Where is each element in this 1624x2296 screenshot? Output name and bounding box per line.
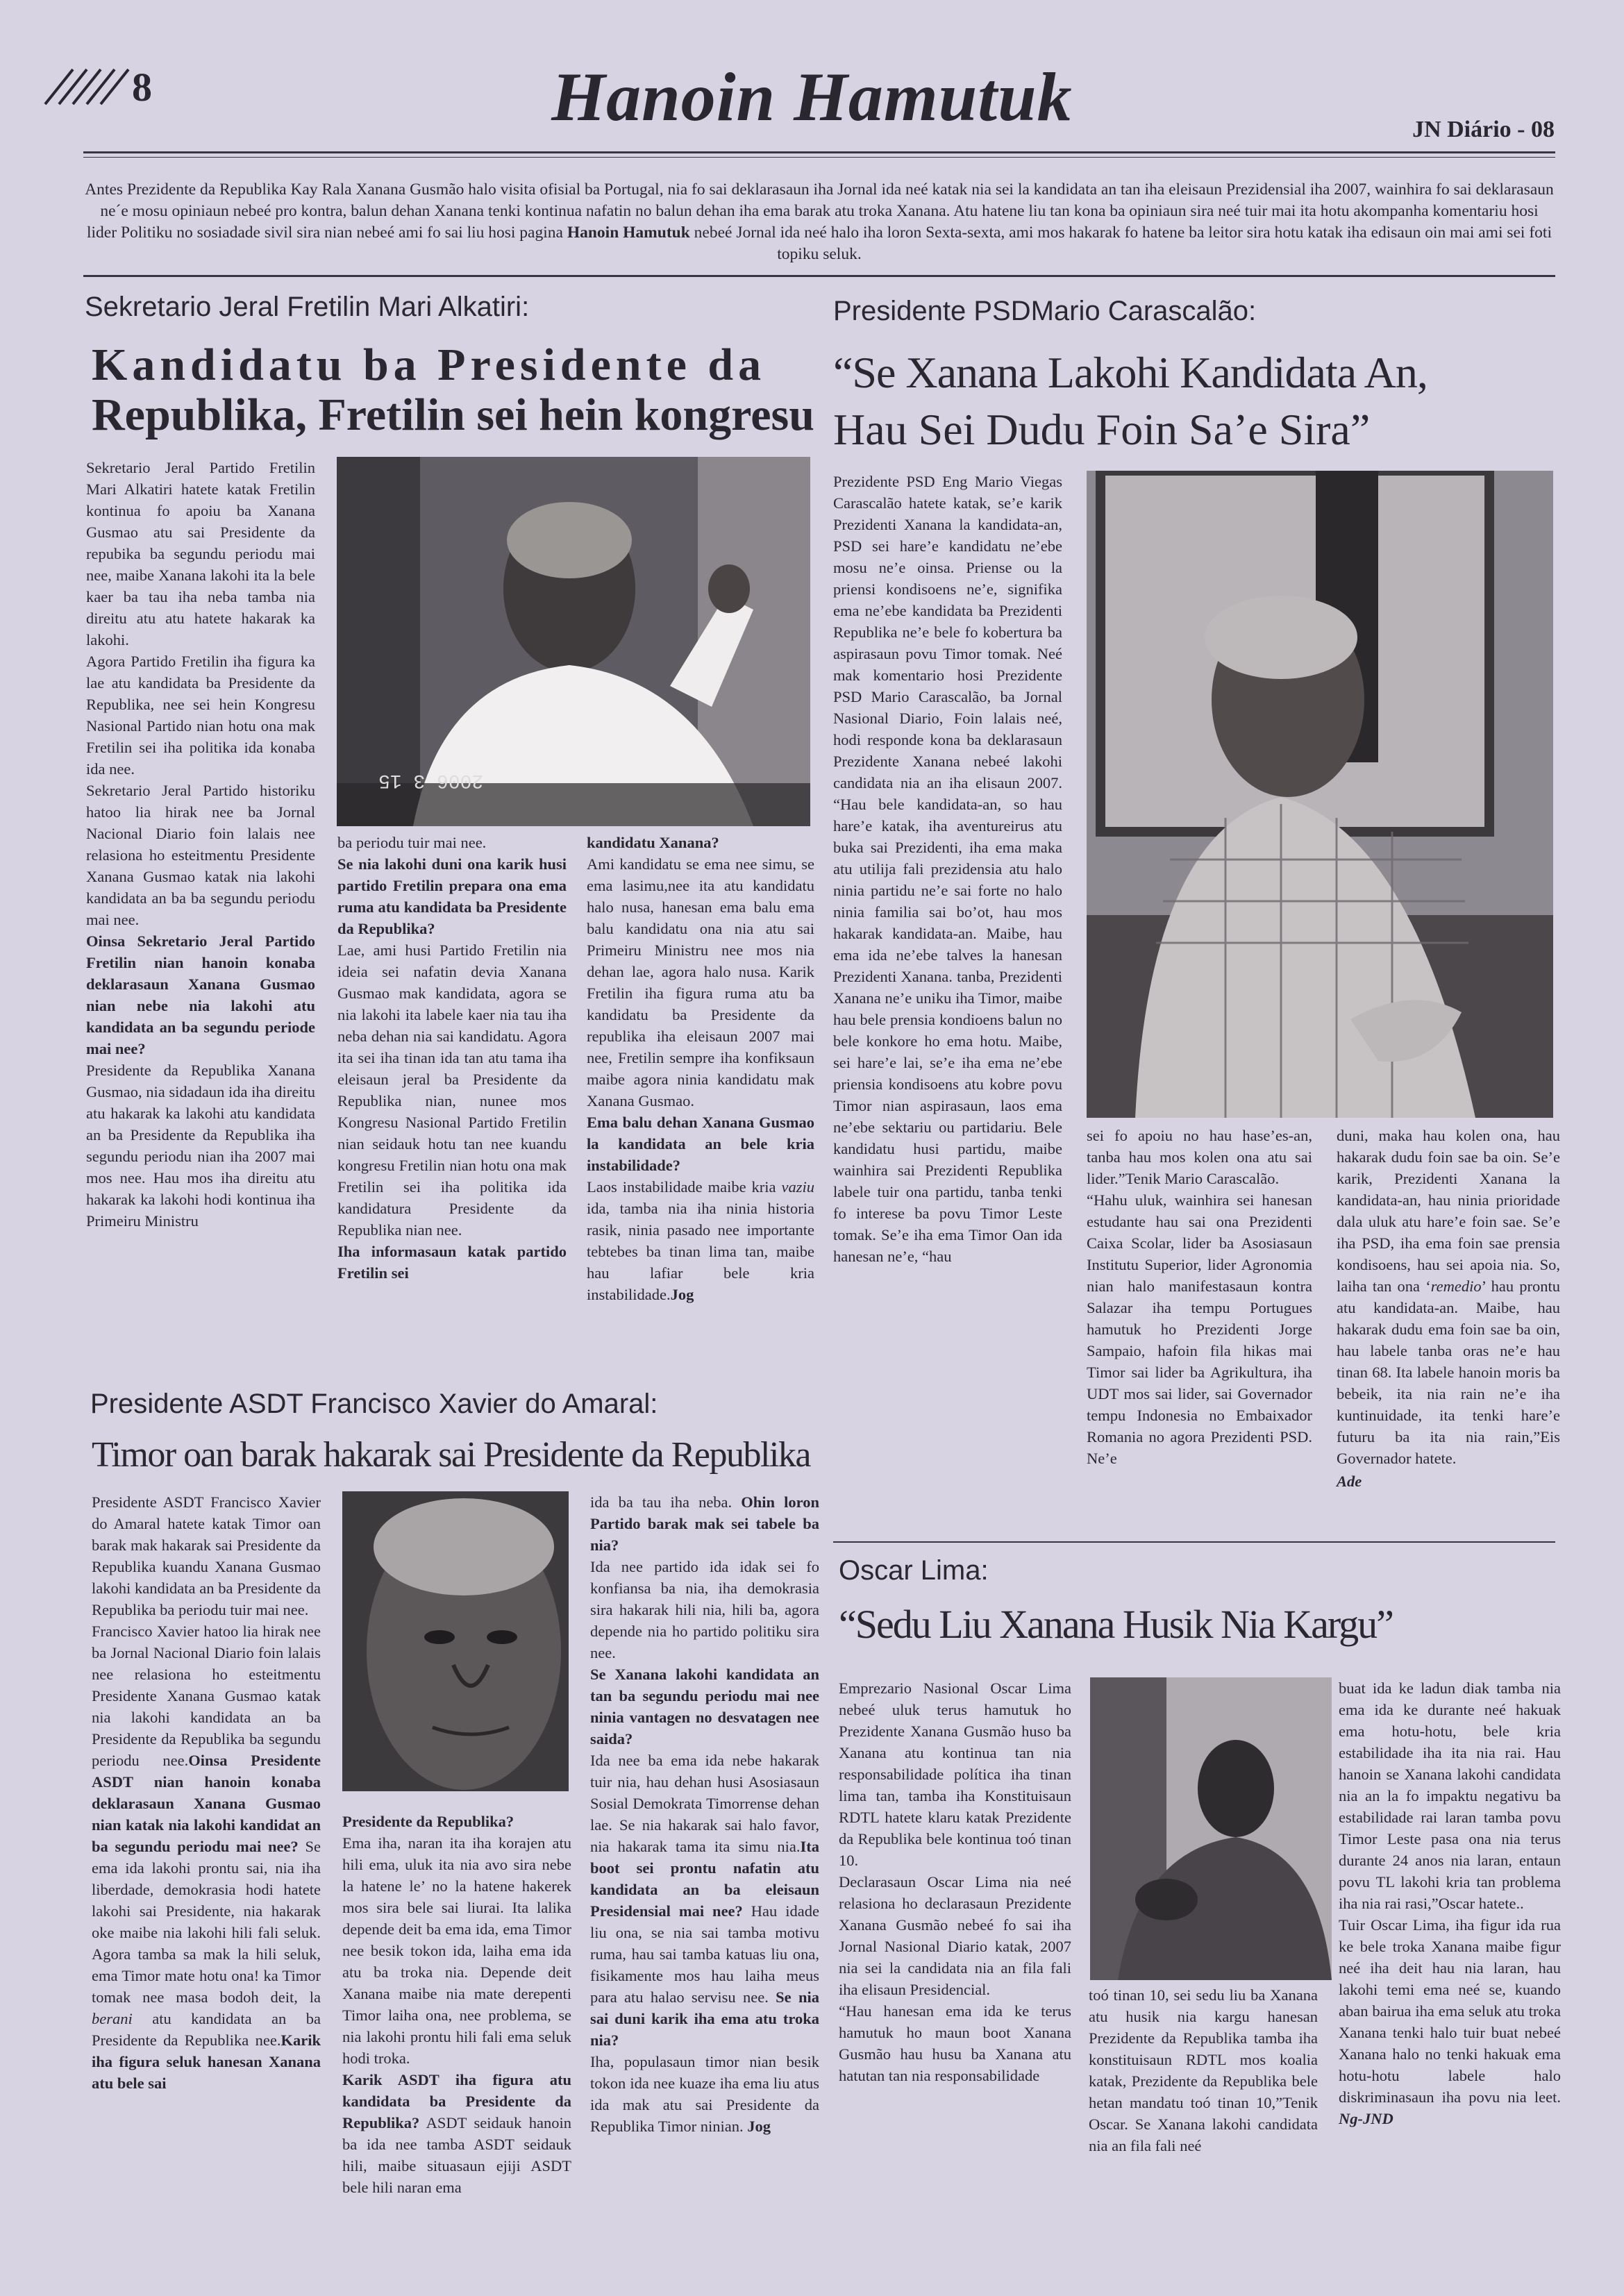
carascalao-headline-line1: “Se Xanana Lakohi Kandidata An, <box>833 348 1428 397</box>
header-rule <box>83 151 1555 153</box>
amaral-column-2: Presidente da Republika? Ema iha, naran ita iha korajen atu hili ema, uluk ita nia avo sira nebe la hatene le’ no la hatene hakerek mos sira bele sai liurai. Ita lalika depende deit ba ema ida, ema Timor nee besik tokon ida, laiha ema ida atu ba troka nia. Depende deit Xanana maibe nia mate derepenti Timor laiha ona, nee problema, se nia lakohi prontu hili fali ema seluk hodi troka. Karik ASDT iha figura atu kandidata ba Presidente da Republika? ASDT seidauk hanoin ba ida nee tamba ASDT seidauk hili, maibe situasaun ejiji ASDT bele hili naran ema <box>342 1813 571 2196</box>
carascalao-byline: Ade <box>1337 1473 1362 1490</box>
lima-kicker: Oscar Lima: <box>839 1555 989 1586</box>
masthead-title: Hanoin Hamutuk <box>551 58 1073 135</box>
alkatiri-headline-line1: Kandidatu ba Presidente da <box>92 340 767 390</box>
lima-photo <box>1090 1677 1332 1980</box>
amaral-column-3: ida ba tau iha neba. Ohin loron Partido barak mak sei tabele ba nia? Ida nee partido ida idak sei fo konfiansa ba nia, iha demokrasia sira hakarak hili nia, hili ba, agora depende nia ho partido politiku sira nee. Se Xanana lakohi kandidata an tan ba segundu periodu mai nee ninia vantagen no desvatagen nee saida? Ida nee ba ema ida nebe hakarak tuir nia, hau dehan husi Asosiasaun Sosial Demokrata Timorrense dehan lae. Se nia hakarak sai halo favor, nia hakarak tama ita simu nia.Ita boot sei prontu nafatin atu kandidata an ba eleisaun Presidensial mai nee? Hau idade liu ona, se nia sai tamba motivu ruma, hau sai tamba katuas liu ona, fisikamente mos hau laiha meus para atu halao servisu nee. Se nia sai duni karik iha ema atu troka nia? Iha, populasaun timor nian besik tokon ida nee kuaze iha ema liu atus ida mak atu sai Presidente da Republika Timor ninian. Jog <box>590 1493 819 2135</box>
lima-column-3: buat ida ke ladun diak tamba nia ema ida ke durante neé hakuak ema hotu-hotu, bele kria estabilidade iha ita nia rai. Hau hanoin se Xanana lakohi candidata nia an la fo impaktu negativu ba estabilidade rai laran tamba povu Timor Leste pasa ona nia terus durante 24 anos nia laran, entaun povu TL lakohi kria tan problema iha nia rai rasi,”Oscar hatete.. Tuir Oscar Lima, iha figur ida rua ke bele troka Xanana maibe figur neé iha deit hau nia laran, hau lakohi temi ema neé se, kuando aban bairua iha ema seluk atu troka Xanana tenki halo tuir buat nebeé Xanana halo no tenki hakuak ema hotu-hotu labele halo diskriminasaun iha povu nia leet. Ng-JND <box>1339 1679 1561 2127</box>
intro-rule <box>83 275 1555 277</box>
lima-section-rule <box>833 1541 1555 1543</box>
alkatiri-byline: Jog <box>670 1286 694 1303</box>
alkatiri-column-2: ba periodu tuir mai nee. Se nia lakohi duni ona karik husi partido Fretilin prepara ona ema ruma atu kandidata ba Presidente da Republika? Lae, ami husi Partido Fretilin nia ideia sei nafatin devia Xanana Gusmao mak kandidata, agora se nia lakohi ita labele kaer nia tau iha neba dehan nia sai kandidatu. Agora ita sei iha tinan ida tan atu tama iha eleisaun jeral ba Presidente da Republika nian, nunee mos Kongresu Nasional Partido Fretilin nian seidauk hotu tan nee kuandu kongresu Fretilin nian hotu ona mak Fretilin sei iha politika ida kandidatura Presidente da Republika nian nee. Iha informasaun katak partido Fretilin sei <box>337 834 567 1282</box>
amaral-byline: Jog <box>747 2118 771 2135</box>
edition-label: JN Diário - 08 <box>1412 117 1555 142</box>
carascalao-headline-line2: Hau Sei Dudu Foin Sa’e Sira” <box>833 405 1371 454</box>
alkatiri-photo <box>337 457 810 826</box>
alkatiri-headline-line2: Republika, Fretilin sei hein kongresu <box>92 389 814 440</box>
header-rule-thin <box>83 157 1555 158</box>
lima-headline: “Sedu Liu Xanana Husik Nia Kargu” <box>839 1602 1393 1647</box>
lima-column-1: Emprezario Nasional Oscar Lima nebeé uluk terus hamutuk ho Prezidente Xanana Gusmão huso ba Xanana atu kontinua tan nia responsabilidade política iha tinan lima tan, tamba iha Konstituisaun RDTL hatete klaru katak Prezidente da Republika bele kontinua toó tinan 10. Declarasaun Oscar Lima nia neé relasiona ho declarasaun Prezidente Xanana Gusmão nebeé fo sai iha Jornal Nasional Diario katak, 2007 nia sei la candidata nia an fila fali iha elisaun Presidencial. “Hau hanesan ema ida ke terus hamutuk ho maun boot Xanana Gusmão hau husu ba Xanana atu hatutan tan nia responsabilidade <box>839 1679 1071 2084</box>
intro-paragraph: Antes Prezidente da Republika Kay Rala Xanana Gusmão halo visita ofisial ba Portugal, nia fo sai deklarasaun iha Jornal ida neé katak nia sei la kandidata an tan iha eleisaun Prezidensial iha 2007, wainhira fo sai deklarasaun ne´e mosu opiniaun nebeé pro kontra, balun dehan Xanana tenki kontinua nafatin no balun dehan iha ema barak atu troka Xanana. Atu hatene liu tan kona ba opiniaun sira neé tuir mai ita hotu akompanha komentariu hosi lider Politiku no sosiadade sivil sira nian nebeé ami fo sai liu hosi pagina Hanoin Hamutuk nebeé Jornal ida neé halo iha loron Sexta-sexta, ami mos hakarak fo hatene ba leitor sira hotu katak iha edisaun oin mai ami sei foti topiku seluk. <box>85 181 1554 263</box>
carascalao-kicker: Presidente PSDMario Carascalão: <box>833 296 1257 326</box>
amaral-headline: Timor oan barak hakarak sai Presidente da Republika <box>92 1435 810 1475</box>
lima-byline: Ng-JND <box>1339 2110 1393 2127</box>
amaral-column-1: Presidente ASDT Francisco Xavier do Amaral hatete katak Timor oan barak mak hakarak sai Presidente da Republika kuandu Xanana Gusmao lakohi kandidata an ba Presidente da Republika ba periodu tuir mai nee. Francisco Xavier hatoo lia hirak nee ba Jornal Nacional Diario foin lalais nee relasiona ho esteitmentu Presidente Xanana Gusmao katak nia lakohi kandidata an ba Presidente da Republika ba segundu periodu nee.Oinsa Presidente ASDT nian hanoin konaba deklarasaun Xanana Gusmao nian katak nia lakohi kandidat an ba segundu periodu mai nee? Se ema ida lakohi prontu sai, nia iha liberdade, demokrasia hodi hatete lakohi sai Presidente, nia hakarak oke maibe nia lakohi hili fali seluk. Agora tamba sa mak la hili seluk, ema Timor mate hotu ona! ka Timor tomak nee masa bodoh deit, la berani atu kandidata an ba Presidente da Republika nee.Karik iha figura seluk hanesan Xanana atu bele sai <box>92 1493 321 2092</box>
carascalao-photo <box>1087 471 1553 1118</box>
photo-date-stamp: 2006 3 15 <box>378 769 484 791</box>
page-number: 8 <box>132 65 152 110</box>
alkatiri-column-3: kandidatu Xanana? Ami kandidatu se ema nee simu, se ema lasimu,nee ita atu kandidatu halo nusa, hanesan ema balu ema balu kandidatu ona nia atu sai Primeiru Ministru nee mos nia dehan lae, agora halo nusa. Karik Fretilin iha figura ruma atu ba kandidatu ba Presidente da republika iha eleisaun 2007 mai nee, Fretilin sempre iha konfiksaun maibe agora ninia kandidatu mak Xanana Gusmao. Ema balu dehan Xanana Gusmao la kandidata an bele kria instabilidade? Laos instabilidade maibe kria vaziu ida, tamba nia iha ninia historia rasik, ninia pasado nee importante tebtebes ba tinan lima tan, maibe hau lafiar bele kria instabilidade.Jog <box>587 834 814 1303</box>
lima-column-2: toó tinan 10, sei sedu liu ba Xanana atu husik nia kargu hanesan Prezidente da Republika tamba iha konstituisaun RDTL mos koalia katak, Prezidente da Republika bele hetan mandatu toó tinan 10,”Tenik Oscar. Se Xanana lakohi candidata nia an fila fali neé <box>1089 1986 1318 2154</box>
alkatiri-kicker: Sekretario Jeral Fretilin Mari Alkatiri: <box>85 292 530 322</box>
amaral-photo <box>342 1491 569 1791</box>
carascalao-column-2: sei fo apoiu no hau hase’es-an, tanba hau mos kolen ona atu sai lider.”Tenik Mario Carascalão. “Hahu uluk, wainhira sei hanesan estudante hau sai ona Prezidenti Caixa Scolar, lider ba Asosiasaun Institutu Superior, lider Agronomia nian halo manifestasaun kontra Salazar iha tempu Portugues hamutuk ho Prezidenti Jorge Sampaio, hafoin fila hikas mai Timor sai lider ba Agrikultura, iha UDT mos sai lider, sai Governador tempu Indonesia no Embaixador Romania no agora Prezidenti PSD. Ne’e <box>1087 1127 1312 1467</box>
carascalao-column-1: Prezidente PSD Eng Mario Viegas Carascalão hatete katak, se’e karik Prezidenti Xanana la kandidata-an, PSD sei hare’e kandidatu ne’ebe mosu ne’e oinsa. Priense ou la priensi kondisoens ne’e, signifika ema ne’ebe kandidata ba Prezidenti Republika ne’e bele fo kobertura ba aspirasaun povu Timor tomak. Neé mak komentario hosi Prezidente PSD Mario Carascalão, ba Jornal Nasional Diario, Foin lalais neé, hodi responde kona ba deklarasaun Prezidente Xanana nebeé lakohi candidata nia an iha elisaun 2007. “Hau bele kandidata-an, so hau hare’e katak, iha aventureirus atu buka sai Prezidenti, iha ema maka atu utilija fali prezidensia atu halo ninia partidu ne’e sai forte no halo ninia familia sai bo’ot, hau mos hakarak kandidata-an. Maibe, hau ema ida ne’ebe talves la hanesan Prezidenti Xanana. tanba, Prezidenti Xanana ne’e uniku iha Timor, maibe hau bele prensia kondioens balun no bele konkore ho ema hotu. Maibe, sei hare’e lai, se’e iha ema ne’ebe priensia kondisoens atu kobre povu Timor nian aspirasaun, laos ema ne’ebe sektariu ou partidariu. Bele kandidatu husi partidu, maibe wainhira sai Prezidenti Republika labele tuir ona partidu, tanba tenki fo interese ba povu Timor Leste tomak. Se’e iha ema Timor Oan ida hanesan ne’e, “hau <box>833 473 1062 1265</box>
carascalao-column-3: duni, maka hau kolen ona, hau hakarak dudu foin sae ba oin. Se’e karik, Prezidenti Xanana la kandidata-an, hau ninia prioridade dala uluk atu hare’e foin sae. Se’e iha PSD, iha ema foin sae prensia kondisoens, hau sei apoia nia. So, laiha tan ona ‘remedio’ hau prontu atu kandidata-an. Maibe, hau hakarak dudu ema foin sae ba oin, hau labele tanba oras ne’e hau tinan 68. Ita labele hanoin moris ba bebeik, ita nia rain ne’e iha kuntinuidade, ita tenki hare’e futuru ba ita nia rain,”Eis Governador hatete. Ade <box>1337 1125 1560 1492</box>
alkatiri-column-1: Sekretario Jeral Partido Fretilin Mari Alkatiri hatete katak Fretilin kontinua fo apoiu ba Xanana Gusmao atu sai Presidente da repubika ba segundu periodu mai nee, maibe Xanana lakohi ita la bele kaer ba tau iha neba tamba nia direitu atu atu hatete hakarak ka lakohi. Agora Partido Fretilin iha figura ka lae atu kandidata ba Presidente da Republika, nee sei hein Kongresu Nasional Partido nian hotu ona mak Fretilin sei iha politika ida konaba ida nee. Sekretario Jeral Partido historiku hatoo lia hirak nee ba Jornal Nacional Diario foin lalais nee relasiona ho esteitmentu Presidente Xanana Gusmao katak nia lakohi kandidata an ba ba segundu periodu mai nee. Oinsa Sekretario Jeral Partido Fretilin nian hanoin konaba deklarasaun Xanana Gusmao nian nebe nia lakohi atu kandidata an ba segundu periode mai nee? Presidente da Republika Xanana Gusmao, nia sidadaun ida iha direitu atu hakarak ka lakohi atu kandidata an ba Presidente da Republika iha segundu periodu nian iha 2007 mai mos nee. Hau mos iha direitu atu hakarak ka lakohi hodi kontinua iha Primeiru Ministru <box>86 459 315 1230</box>
amaral-kicker: Presidente ASDT Francisco Xavier do Amaral: <box>90 1389 658 1419</box>
